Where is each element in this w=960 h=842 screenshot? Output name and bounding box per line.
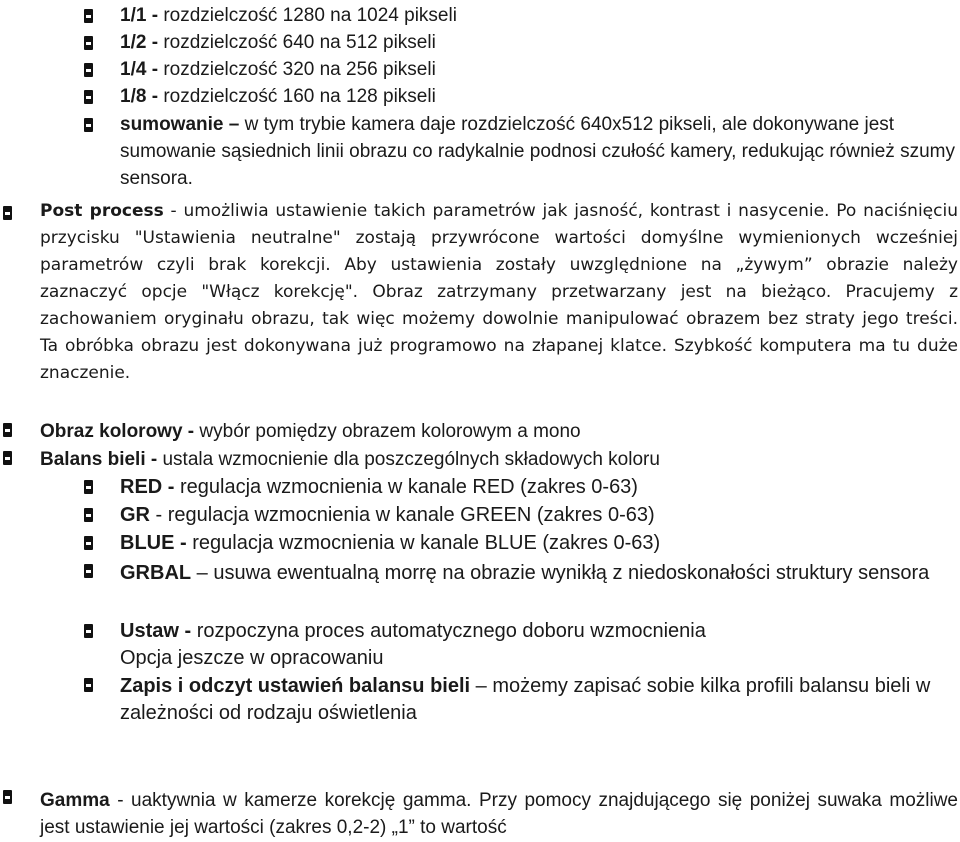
sub-item-text: regulacja wzmocnienia w kanale BLUE (zakres 0-63) bbox=[192, 532, 661, 554]
bullet-icon bbox=[84, 678, 93, 692]
list-item-resolution-1 bbox=[120, 2, 940, 29]
bullet-icon bbox=[3, 423, 12, 437]
list-item-resolution-3 bbox=[120, 56, 940, 83]
sub-item-gr bbox=[120, 502, 950, 529]
list-item-summing bbox=[120, 111, 958, 192]
sub-item-text: – możemy zapisać sobie kilka profili balansu bieli w zależności od rodzaju oświetlenia bbox=[120, 675, 931, 724]
bullet-icon bbox=[84, 624, 93, 638]
sub-item-text: – usuwa ewentualną morrę na obrazie wynikłą z niedoskonałości struktury sensora bbox=[191, 562, 930, 584]
sub-item-line bbox=[120, 618, 950, 645]
bullet-icon bbox=[84, 90, 93, 104]
list-item-key: 1/2 - bbox=[120, 32, 164, 53]
sub-item-blue bbox=[120, 530, 950, 557]
bullet-icon bbox=[3, 206, 12, 220]
color-image-title: Obraz kolorowy - bbox=[40, 421, 200, 442]
list-item-resolution-2 bbox=[120, 29, 940, 56]
sub-item-grbal bbox=[120, 560, 958, 587]
list-item-text: rozdzielczość 160 na 128 pikseli bbox=[163, 86, 436, 107]
list-item-key: 1/4 - bbox=[120, 59, 164, 80]
bullet-icon bbox=[84, 508, 93, 522]
sub-item-text: rozpoczyna proces automatycznego doboru wzmocnienia bbox=[196, 620, 706, 642]
list-item-text: rozdzielczość 320 na 256 pikseli bbox=[163, 59, 436, 80]
list-item-text: rozdzielczość 1280 na 1024 pikseli bbox=[163, 5, 457, 26]
bullet-icon bbox=[3, 790, 12, 804]
bullet-icon bbox=[84, 36, 93, 50]
post-process-text: - umożliwia ustawienie takich parametrów jak jasność, kontrast i nasycenie. Po naciśnięciu przycisku "Ustawienia neutralne" zostają przywrócone wartości domyślne wymienionych wcześniej parametrów czyli brak korekcji. Aby ustawienia zostały uwzględnione na „żywym” obrazie należy zaznaczyć opcje "Włącz korekcję". Obraz zatrzymany przetwarzany jest na bieżąco. Pracujemy z zachowaniem oryginału obrazu, tak więc możemy dowolnie manipulować obrazem bez straty jego treści. Ta obróbka obrazu jest dokonywana już programowo na złapanej klatce. Szybkość komputera ma tu duże znaczenie. bbox=[40, 201, 958, 383]
bullet-icon bbox=[84, 9, 93, 23]
bullet-icon bbox=[84, 564, 93, 578]
color-image-item bbox=[40, 418, 940, 445]
bullet-icon bbox=[84, 536, 93, 550]
list-item-resolution-4 bbox=[120, 83, 940, 110]
gamma-title: Gamma bbox=[40, 790, 110, 811]
sub-item-text: - regulacja wzmocnienia w kanale GREEN (zakres 0-63) bbox=[150, 504, 655, 526]
list-item-key: 1/1 - bbox=[120, 5, 164, 26]
white-balance-text: ustala wzmocnienie dla poszczególnych składowych koloru bbox=[162, 449, 660, 470]
bullet-icon bbox=[84, 63, 93, 77]
sub-item-key: GRBAL bbox=[120, 562, 192, 584]
gamma-text: - uaktywnia w kamerze korekcję gamma. Przy pomocy znajdującego się poniżej suwaka możliwe jest ustawienie jej wartości (zakres 0,2-2) „1” to wartość bbox=[40, 790, 958, 838]
sub-item-red bbox=[120, 474, 950, 501]
sub-item-key: Zapis i odczyt ustawień balansu bieli bbox=[120, 675, 471, 697]
sub-item-key: GR bbox=[120, 504, 150, 526]
bullet-icon bbox=[84, 480, 93, 494]
sub-item-zapis bbox=[120, 673, 958, 727]
sub-item-key: Ustaw - bbox=[120, 620, 197, 642]
color-image-text: wybór pomiędzy obrazem kolorowym a mono bbox=[199, 421, 581, 442]
sub-item-key: BLUE - bbox=[120, 532, 193, 554]
gamma-paragraph bbox=[40, 787, 958, 841]
bullet-icon bbox=[3, 451, 12, 465]
list-item-key: sumowanie bbox=[120, 114, 224, 135]
sub-item-note: Opcja jeszcze w opracowaniu bbox=[120, 647, 384, 669]
sub-item-key: RED - bbox=[120, 476, 180, 498]
white-balance-item bbox=[40, 446, 940, 473]
post-process-title: Post process bbox=[40, 201, 164, 221]
white-balance-title: Balans bieli - bbox=[40, 449, 163, 470]
bullet-icon bbox=[84, 118, 93, 132]
post-process-paragraph bbox=[40, 198, 958, 387]
list-item-text: rozdzielczość 640 na 512 pikseli bbox=[163, 32, 436, 53]
sub-item-text: regulacja wzmocnienia w kanale RED (zakres 0-63) bbox=[180, 476, 638, 498]
list-item-key: 1/8 - bbox=[120, 86, 164, 107]
list-item-dash: – bbox=[223, 114, 245, 135]
sub-item-ustaw bbox=[120, 618, 950, 672]
list-item-text: w tym trybie kamera daje rozdzielczość 640x512 pikseli, ale dokonywane jest sumowanie sąsiednich linii obrazu co radykalnie podnosi czułość kamery, redukując również szumy sensora. bbox=[120, 114, 955, 189]
